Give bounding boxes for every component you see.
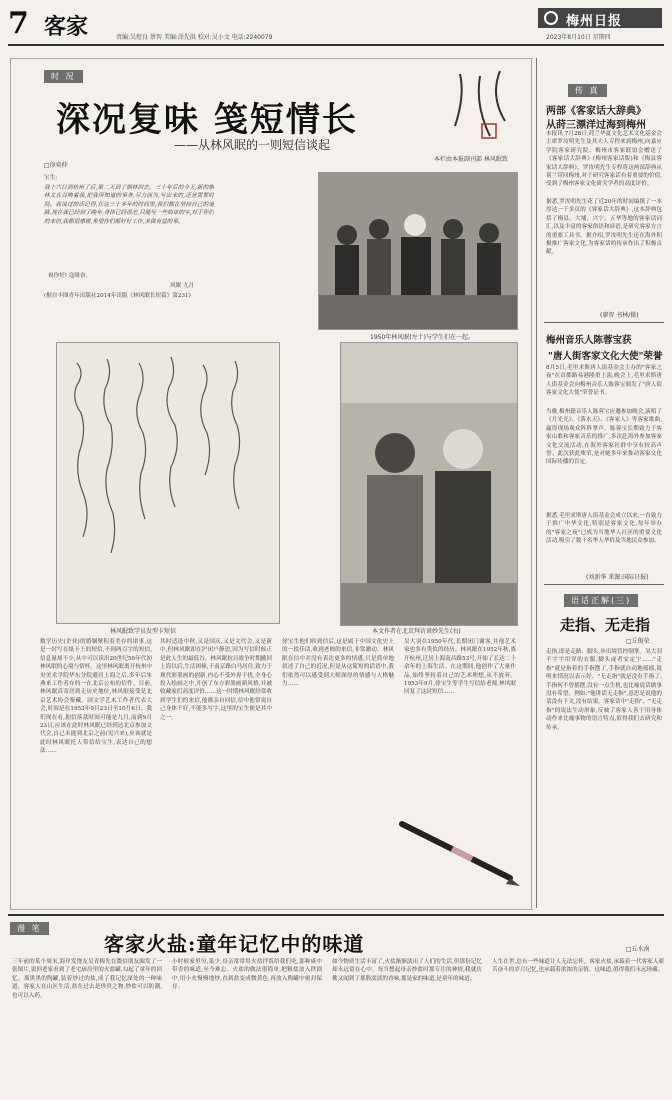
letter-closing: 祝你好! 寇缉奋。 xyxy=(48,273,92,279)
bottom-col-3: 如今物质生活丰富了,火盐渐渐淡出了人们的生活,但那份记忆却永远留在心中。每当想起母亲炒盐时那专注的神情,我就仿佛又闻到了那股淡淡的香味,那是家的味道,是童年的味道。 xyxy=(332,959,482,982)
group-photo-image xyxy=(319,173,517,329)
section-name: 客家 xyxy=(44,14,89,40)
page-number: 7 xyxy=(8,6,29,41)
news-rule-2 xyxy=(544,584,664,585)
essay-title: 走指、无走指 xyxy=(560,616,651,634)
letter-note: (据自丰图青年出版社2014年出版《林风眠长短篇》第231) xyxy=(44,293,191,299)
fountain-pen-icon xyxy=(392,812,522,892)
staff-line: 责编:吴煜良 蔡智 美编:涂先洪 校对:吴小文 电话:2240079 xyxy=(116,34,273,41)
news-byline-2: (刘新华 来源:国际日报) xyxy=(586,574,649,581)
calligraphy-stamp xyxy=(420,66,520,146)
bottom-rule xyxy=(8,914,664,916)
letter-caption: 本栏由本报副刊部 林风眠致 xyxy=(434,156,508,163)
news-title-4: "唐人街客家文化大使"荣誉 xyxy=(548,351,663,362)
masthead xyxy=(538,8,662,28)
news-rule-1 xyxy=(544,322,664,323)
news-body-2: 据悉,罗汝明先生花了近20年的时间编撰了一本厚达一千多页的《客家话大辞典》,这本辞典包括了梅县、大埔、兴宁、五华等地的客家话词汇,以及丰富的客家俗语和谚语,是研究客家方言的重要工具书。据介绍,罗汝明先生还在海外积极推广客家文化,为客家话的传承作出了积极贡献。 xyxy=(546,199,662,256)
group-photo xyxy=(318,172,518,330)
feature-column-3: 徐宝生他们收到信后,这是属于中国文化史上的一段佳话,收到老师的来信,非常激动。林风眠在信中并没有表达更多的情感,只是简单地叙述了自己的近况,但是从这简短的话语中,我们依然可以感受到大师深厚的情感与人格魅力…… xyxy=(282,639,394,688)
news-body-4: 当晚,梅州籍音乐人陈蓉宝应邀参加晚会,演唱了《月光光》、《落水天》、《客家人》等客家歌曲,赢得现场观众阵阵掌声。陈蓉宝长期致力于客家山歌和客家音乐的推广,多次赴海外参加客家文化交流活动,在海外客家社群中享有较高声誉。此次获此殊荣,是对她多年来推动客家文化国际传播的肯定。 xyxy=(546,409,662,466)
newspaper-logo-icon xyxy=(544,11,558,25)
news-title-1: 两部《客家话大辞典》 xyxy=(546,106,646,117)
feature-author: □徐奕仲 xyxy=(44,162,68,169)
bottom-col-2: 小时候家里穷,菜少,母亲常常用火盐拌饭给我们吃,那种咸中带香的味道,至今难忘。火盐的做法很简单,把粗盐放入铁锅中,用小火慢慢地炒,直到盐变成微黄色,再放入陶罐中密封保存。 xyxy=(172,959,322,991)
page-header xyxy=(0,0,672,44)
paper-name: 梅州日报 xyxy=(566,14,623,29)
portrait-photo xyxy=(340,342,518,626)
date-line: 2023年8月10日 星期四 xyxy=(546,34,611,41)
news-tag: 传 真 xyxy=(568,84,607,97)
letter-photo xyxy=(56,342,280,624)
news-title-3: 梅州音乐人陈蓉宝获 xyxy=(546,335,632,346)
header-rule xyxy=(8,44,664,46)
calligraphy-icon xyxy=(420,66,520,146)
news-body-3: 8月5日,毛里求斯唐人街基金会主办的"客家之夜"在首都路易港隆重上演,晚会上,毛里求斯唐人街基金会向梅州音乐人陈蓉宝颁发了"唐人街客家文化大使"荣誉证书。 xyxy=(546,365,662,397)
feature-column-4: 吴大羽在1950年代,长期闭门谢客,其他艺术家也多有类似的经历。林风眠在1952年秋,离开杭州,迁居上海南昌路53号,开始了长达二十余年的上海生活。在这期间,他创作了大量作品,始终坚持着自己的艺术理想,从不放弃。1953年9月,徐宝生等学生写信给老师,林风眠回复了这封短信…… xyxy=(404,639,516,696)
letter-body: 我十六日到杭州了后,第二天到了朝林回去。三十年后的今天,新的朝林又在召唤着我,把我所知道的事务,尽力而为,写出来的,还是需要时间。我说过的话记得,在这三十多年的时间里,我们都在坚持自己的道路,现在我已经到了晚年,身体已经很差,只能写一些简单的字,对于你们的来信,我都很感谢,希望你们都好好工作,多做有益的事。 xyxy=(44,185,214,225)
group-photo-caption: 1950年林风眠(左十)与学生们在一起。 xyxy=(370,334,474,341)
feature-title: 深况复味 笺短情长 xyxy=(56,100,358,140)
handwritten-letter-image xyxy=(57,343,279,623)
news-body-1: 本报讯 7月28日,荷兰华夏文化艺术文化基金会主席罗汝明先生及其夫人专程来到梅州,向嘉应学院客家研究院、梅州市客家联谊会赠送了《客家话大辞典》(梅州客家话版)和《梅县客家话大辞典》。罗汝明先生专程将这两部辞典从荷兰带回梅州,对于研究客家话有着重要的价值,受到了梅州客家文化研究学者的高度评价。 xyxy=(546,131,662,188)
letter-photo-caption: 林风眠致学员发型卡短信 xyxy=(110,628,177,635)
bottom-tag: 漫 笔 xyxy=(10,922,49,935)
feature-column-2: 其时适逢中秋,又是国庆,又是文代会,又是新中,但林风眠却在沪闭户静思,因为写信时候正是此人生的最低谷。林风眠抗日战争时期撤回上海以后,生活困顿,于南京路白马居住,致力于现代彩墨画的创新,内心不受外界干扰,全身心投入绘画之中,开创了东方彩墨画新风格,并被收藏家们高度评价……这一时期林风眠经常收到学生们的来信,他都亲自回信,信中他常说自己身体不好,不能多写字,这里的宝生便是其中之一。 xyxy=(160,639,272,721)
news-byline-1: (廖智 书林/摄) xyxy=(600,312,639,319)
portrait-image xyxy=(341,343,517,625)
sidebar-divider xyxy=(536,58,537,908)
essay-body: 走指,即是走路、脚头,步出境管控制掌。吴大羽不宇宇用穿的衣服,脚头或者安定宁……"走指"就是指着的手指摆了,手指就自动地摇摇,说明来情况以表示好。"无走指"就是没有手指了,手指何不曾摇摆,没有一点生机,也比喻说话做事没有希望。例如:"他讲话无走指",意思是说他的话没有下文,没有结果。客家话中"走指"、"无走指"的说法生动形象,反映了客家人善于用身体动作来比喻事物的语言特点,值得我们去研究和传承。 xyxy=(546,649,662,731)
bottom-col-4: 人生在世,总有一些味道让人无法忘怀。客家火盐,承载着一代客家人艰苦奋斗的岁月记忆,也承载着浓浓的亲情。这味道,值得我们永远珍藏。 xyxy=(492,959,664,974)
news-title-2: 从莳三漂洋过海到梅州 xyxy=(546,120,646,131)
portrait-photo-caption: 本文作者在北京拜访谟妙先生(右) xyxy=(372,628,461,635)
bottom-col-1: 三年前的某个周末,海岸发饶友吴青梅先在微信朋友圈发了一张图片,说回老家看到了老宅厨房里的火盐罐,勾起了童年的回忆。那黑黑的陶罐,装着炒过的盐,成了我记忆深处的一种味道。客家人在山区生活,盐在过去是珍贵之物,炒盐可以防潮,也可以入药。 xyxy=(12,959,162,999)
bottom-title: 客家火盐:童年记忆中的味道 xyxy=(104,932,365,956)
news-body-5: 据悉,毛里求斯唐人街基金会成立以来,一直致力于推广中华文化,特别是客家文化,每年举办的"客家之夜"已成为当地华人社区的重要文化活动,吸引了数千名华人华侨及当地民众参加。 xyxy=(546,513,662,545)
bottom-author: □丘水南 xyxy=(626,946,650,953)
feature-subtitle: ——从林风眠的一则短信谈起 xyxy=(174,138,331,152)
feature-column-1: 数学历史(企业)的婚姻聚积着美存的诸事,这是一封写在纸卡上的短信,不到两百字的短信,信息量却不少,从中可以读出20世纪50年代初林风眠的心境与情怀。这里林风眠离开杭州中央美术学院华东分院避居上海之后,多年后朱燕来工作者存的一在北京公布的信件。目前,林风眠真寄居到无历史地位,林风眠接受是北京艺术协会鉴藏。国文学艺术工作者代表大会,时间是在1953年9月23日至10月6日。我们现在看,据信落款时间可能是九月,而到9月23日,应该在此时林风眠已经到达北京参加文代会,自己未能到北京之前(见兴来),应该就是此时林风眠托人带信给宝生,表达自己的想法…… xyxy=(40,639,152,755)
essay-author: □丘俊荣 xyxy=(626,638,650,645)
essay-tag: 语话正解(三) xyxy=(564,594,638,607)
feature-tag: 时 况 xyxy=(44,70,83,83)
letter-sign: 风眠 九月 xyxy=(170,283,195,289)
letter-salutation: 宝生: xyxy=(44,175,58,181)
pen-illustration xyxy=(392,812,522,892)
